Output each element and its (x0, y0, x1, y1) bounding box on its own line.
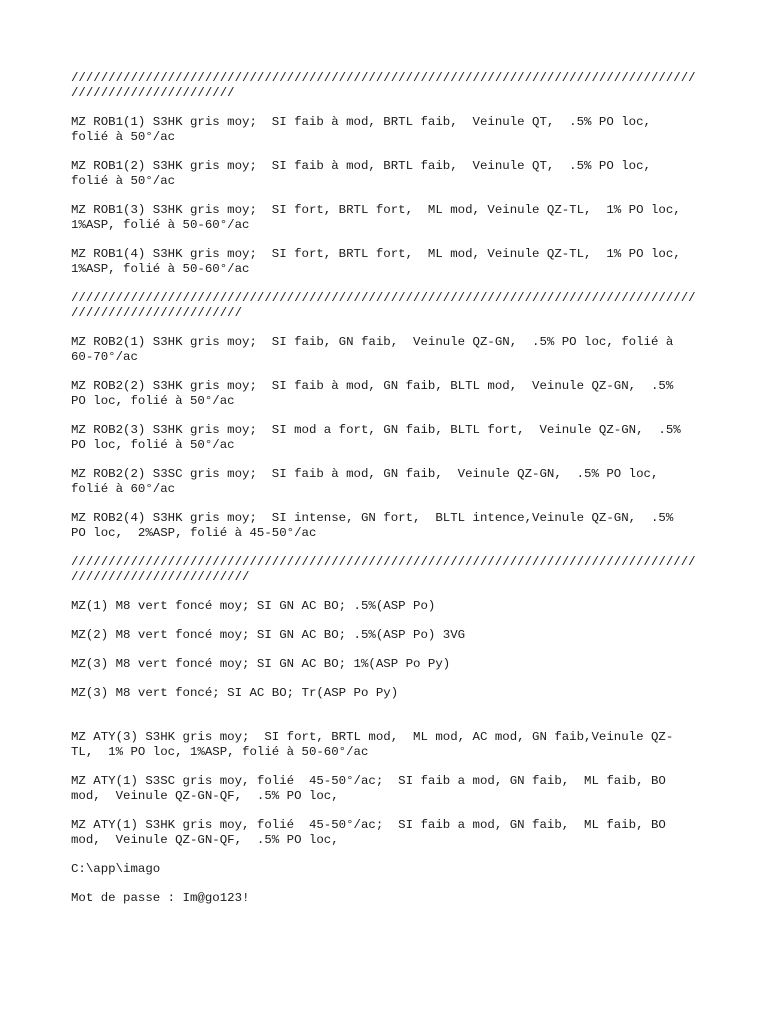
text-line: 60-70°/ac (71, 350, 138, 364)
text-paragraph (71, 628, 701, 643)
text-line: MZ(2) M8 vert foncé moy; SI GN AC BO; .5%(ASP Po) 3VG (71, 628, 466, 642)
text-line: MZ ROB2(1) S3HK gris moy; SI faib, GN faib, Veinule QZ-GN, .5% PO loc, folié à (71, 335, 674, 349)
text-line: MZ ROB2(3) S3HK gris moy; SI mod a fort, GN faib, BLTL fort, Veinule QZ-GN, .5% (71, 423, 681, 437)
document-body (71, 71, 701, 920)
text-line: MZ(3) M8 vert foncé; SI AC BO; Tr(ASP Po Py) (71, 686, 399, 700)
text-line: MZ ATY(1) S3SC gris moy, folié 45-50°/ac; SI faib a mod, GN faib, ML faib, BO (71, 774, 666, 788)
text-paragraph (71, 730, 701, 760)
text-paragraph (71, 335, 701, 365)
text-paragraph (71, 159, 701, 189)
text-line: PO loc, folié à 50°/ac (71, 438, 235, 452)
text-line: //////////////////////// (71, 570, 250, 584)
text-paragraph (71, 657, 701, 672)
text-line: MZ ATY(1) S3HK gris moy, folié 45-50°/ac; SI faib a mod, GN faib, ML faib, BO (71, 818, 666, 832)
text-line: MZ ROB2(2) S3HK gris moy; SI faib à mod, GN faib, BLTL mod, Veinule QZ-GN, .5% (71, 379, 674, 393)
text-paragraph (71, 599, 701, 614)
text-line: //////////////////////////////////////////////////////////////////////////////////// (71, 291, 696, 305)
text-paragraph (71, 862, 701, 877)
text-line: //////////////////////////////////////////////////////////////////////////////////// (71, 71, 696, 85)
blank-gap (71, 715, 701, 730)
text-line: MZ ROB1(4) S3HK gris moy; SI fort, BRTL fort, ML mod, Veinule QZ-TL, 1% PO loc, (71, 247, 681, 261)
text-line: TL, 1% PO loc, 1%ASP, folié à 50-60°/ac (71, 745, 369, 759)
text-line: MZ ROB1(3) S3HK gris moy; SI fort, BRTL fort, ML mod, Veinule QZ-TL, 1% PO loc, (71, 203, 681, 217)
text-line: C:\app\imago (71, 862, 161, 876)
text-line: Mot de passe : Im@go123! (71, 891, 250, 905)
text-paragraph (71, 203, 701, 233)
text-line: 1%ASP, folié à 50-60°/ac (71, 262, 250, 276)
text-line: folié à 50°/ac (71, 130, 176, 144)
text-line: MZ ATY(3) S3HK gris moy; SI fort, BRTL mod, ML mod, AC mod, GN faib,Veinule QZ- (71, 730, 674, 744)
text-paragraph (71, 423, 701, 453)
separator-line (71, 291, 701, 321)
text-line: mod, Veinule QZ-GN-QF, .5% PO loc, (71, 789, 339, 803)
text-paragraph (71, 891, 701, 906)
text-paragraph (71, 511, 701, 541)
text-line: /////////////////////// (71, 306, 243, 320)
text-line: //////////////////////////////////////////////////////////////////////////////////// (71, 555, 696, 569)
text-line: MZ(3) M8 vert foncé moy; SI GN AC BO; 1%(ASP Po Py) (71, 657, 451, 671)
text-line: MZ ROB1(2) S3HK gris moy; SI faib à mod, BRTL faib, Veinule QT, .5% PO loc, (71, 159, 651, 173)
text-paragraph (71, 818, 701, 848)
text-paragraph (71, 774, 701, 804)
text-paragraph (71, 686, 701, 701)
text-paragraph (71, 379, 701, 409)
text-paragraph (71, 467, 701, 497)
text-line: PO loc, folié à 50°/ac (71, 394, 235, 408)
text-line: MZ ROB2(4) S3HK gris moy; SI intense, GN fort, BLTL intence,Veinule QZ-GN, .5% (71, 511, 674, 525)
text-paragraph (71, 247, 701, 277)
text-line: PO loc, 2%ASP, folié à 45-50°/ac (71, 526, 317, 540)
text-line: ////////////////////// (71, 86, 235, 100)
text-line: 1%ASP, folié à 50-60°/ac (71, 218, 250, 232)
separator-line (71, 71, 701, 101)
separator-line (71, 555, 701, 585)
text-line: folié à 60°/ac (71, 482, 176, 496)
text-line: folié à 50°/ac (71, 174, 176, 188)
text-paragraph (71, 115, 701, 145)
text-line: MZ ROB1(1) S3HK gris moy; SI faib à mod, BRTL faib, Veinule QT, .5% PO loc, (71, 115, 651, 129)
text-line: MZ ROB2(2) S3SC gris moy; SI faib à mod, GN faib, Veinule QZ-GN, .5% PO loc, (71, 467, 659, 481)
text-line: mod, Veinule QZ-GN-QF, .5% PO loc, (71, 833, 339, 847)
text-line: MZ(1) M8 vert foncé moy; SI GN AC BO; .5%(ASP Po) (71, 599, 436, 613)
